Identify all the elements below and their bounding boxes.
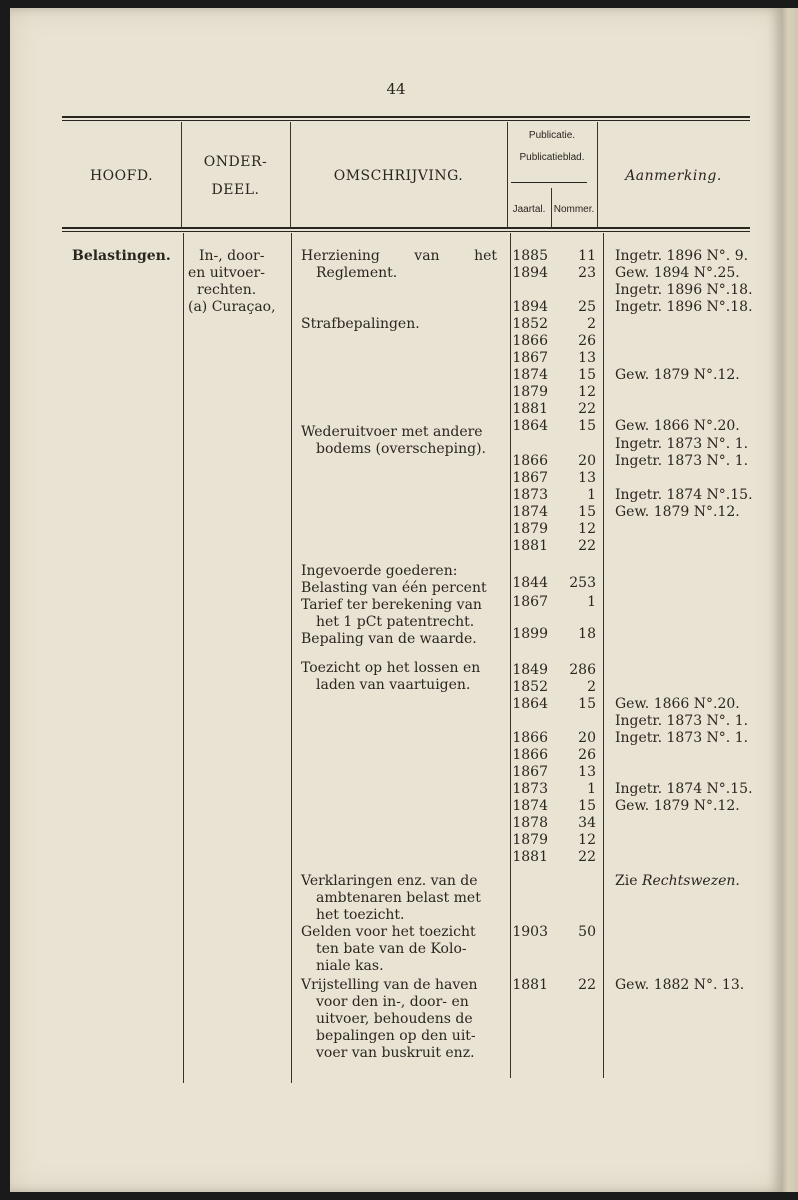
top-rule [62, 116, 750, 118]
onderdeel-line: rechten. [197, 282, 257, 298]
jaartal-cell: 1879 [512, 521, 548, 537]
jaartal-cell: 1881 [512, 977, 548, 993]
aanmerking-cell [615, 487, 753, 504]
aanmerking-cell [615, 730, 748, 747]
col-divider [291, 233, 292, 1083]
nommer-cell: 11 [578, 248, 596, 264]
aanmerking-cell [615, 418, 740, 435]
header-onderdeel-1: ONDER- [203, 154, 268, 170]
aanmerking-text: Ingetr. 1873 N°. 1. [615, 713, 749, 729]
header-omschrijving: OMSCHRIJVING. [333, 168, 464, 184]
nommer-cell: 25 [578, 299, 596, 315]
aanmerking-cell [615, 248, 748, 265]
jaartal-cell: 1879 [512, 832, 548, 848]
jaartal-cell: 1878 [512, 815, 548, 831]
aanmerking-cell [615, 436, 748, 453]
nommer-cell: 12 [578, 521, 596, 537]
aanmerking-text: Gew. 1882 N°. 13. [615, 977, 745, 993]
description-line: Verklaringen enz. van de [301, 873, 478, 889]
aanmerking-text: Gew. 1879 N°.12. [615, 367, 740, 383]
nommer-cell: 1 [587, 487, 596, 503]
nommer-cell: 26 [578, 333, 596, 349]
nommer-cell: 22 [578, 977, 596, 993]
aanmerking-cell [615, 282, 753, 299]
nommer-cell: 13 [578, 764, 596, 780]
header-onderdeel-2: DEEL. [211, 182, 260, 198]
aanmerking-text: Ingetr. 1896 N°. 9. [615, 248, 749, 264]
jaartal-cell: 1844 [512, 575, 548, 591]
aanmerking-text: Gew. 1879 N°.12. [615, 798, 740, 814]
nommer-cell: 20 [578, 453, 596, 469]
aanmerking-text: Ingetr. 1873 N°. 1. [615, 730, 749, 746]
aanmerking-cell [615, 367, 740, 384]
header-publicatieblad: Publicatieblad. [519, 152, 585, 163]
aanmerking-cell [615, 453, 748, 470]
jaartal-cell: 1899 [512, 626, 548, 642]
onderdeel-line: In-, door- [199, 248, 265, 264]
nommer-cell: 22 [578, 401, 596, 417]
aanmerking-text: Ingetr. 1873 N°. 1. [615, 453, 749, 469]
aanmerking-text: Ingetr. 1874 N°.15. [615, 487, 753, 503]
jaartal-cell: 1866 [512, 747, 548, 763]
description-line: Gelden voor het toezicht [301, 924, 476, 940]
jaartal-cell: 1852 [512, 679, 548, 695]
nommer-cell: 15 [578, 696, 596, 712]
aanmerking-cell [615, 299, 753, 316]
jaartal-cell: 1894 [512, 265, 548, 281]
description-line: het 1 pCt patentrecht. [316, 614, 475, 630]
nommer-cell: 13 [578, 470, 596, 486]
aanmerking-italic-text: Rechtswezen. [637, 873, 740, 889]
aanmerking-cell [615, 696, 740, 713]
description-line: Vrijstelling van de haven [301, 977, 478, 993]
jaartal-cell: 1873 [512, 487, 548, 503]
nommer-cell: 1 [587, 781, 596, 797]
jaartal-cell: 1864 [512, 696, 548, 712]
description-line: Tarief ter berekening van [301, 597, 482, 613]
header-nommer: Nommer. [553, 204, 595, 215]
nommer-cell: 15 [578, 367, 596, 383]
aanmerking-text: Ingetr. 1874 N°.15. [615, 781, 753, 797]
hoofd-value: Belastingen. [72, 248, 171, 264]
jaartal-cell: 1874 [512, 367, 548, 383]
col-divider [603, 233, 604, 1078]
aanmerking-text: Gew. 1894 N°.25. [615, 265, 740, 281]
nommer-cell: 12 [578, 832, 596, 848]
jaartal-cell: 1903 [512, 924, 548, 940]
nommer-cell: 2 [587, 316, 596, 332]
jaartal-cell: 1874 [512, 504, 548, 520]
description-line: het toezicht. [316, 907, 405, 923]
nommer-cell: 22 [578, 538, 596, 554]
nommer-cell: 20 [578, 730, 596, 746]
aanmerking-text: Gew. 1879 N°.12. [615, 504, 740, 520]
nommer-cell: 23 [578, 265, 596, 281]
aanmerking-text: Ingetr. 1873 N°. 1. [615, 436, 749, 452]
nommer-cell: 253 [569, 575, 596, 591]
description-line: bepalingen op den uit- [316, 1028, 476, 1044]
description-line: bodems (overscheping). [316, 441, 486, 457]
jaartal-cell: 1866 [512, 453, 548, 469]
aanmerking-cell [615, 781, 753, 798]
aanmerking-text: Gew. 1866 N°.20. [615, 696, 740, 712]
nommer-cell: 15 [578, 418, 596, 434]
description-line: Reglement. [316, 265, 398, 281]
description-line: Herziening van het [301, 248, 497, 264]
header-rule-thin [62, 231, 750, 232]
description-line: laden van vaartuigen. [316, 677, 471, 693]
description-line: niale kas. [316, 958, 384, 974]
jaartal-cell: 1864 [512, 418, 548, 434]
jaartal-cell: 1879 [512, 384, 548, 400]
nommer-cell: 286 [569, 662, 596, 678]
col-divider [183, 233, 184, 1083]
top-rule-thin [62, 120, 750, 121]
aanmerking-cell [615, 713, 748, 730]
aanmerking-cell [615, 265, 740, 282]
nommer-cell: 12 [578, 384, 596, 400]
header-publicatie: Publicatie. [528, 130, 576, 141]
onderdeel-line: en uitvoer- [188, 265, 265, 281]
nommer-cell: 50 [578, 924, 596, 940]
jaartal-cell: 1866 [512, 730, 548, 746]
header-jaartal: Jaartal. [512, 204, 546, 215]
description-line: voor den in-, door- en [316, 994, 469, 1010]
jaartal-cell: 1873 [512, 781, 548, 797]
header-mini-rule [511, 182, 587, 183]
nommer-cell: 2 [587, 679, 596, 695]
header-aanmerking: Aanmerking. [625, 168, 722, 184]
jaartal-cell: 1881 [512, 849, 548, 865]
page-number: 44 [386, 80, 406, 98]
aanmerking-text: Zie [615, 873, 638, 889]
nommer-cell: 26 [578, 747, 596, 763]
onderdeel-line: (a) Curaçao, [188, 299, 276, 315]
nommer-cell: 22 [578, 849, 596, 865]
jaartal-cell: 1894 [512, 299, 548, 315]
header-rule [62, 227, 750, 229]
jaartal-cell: 1866 [512, 333, 548, 349]
description-line: voer van buskruit enz. [316, 1045, 475, 1061]
description-line: ambtenaren belast met [316, 890, 481, 906]
jaartal-cell: 1885 [512, 248, 548, 264]
aanmerking-cell [615, 873, 740, 890]
description-line: uitvoer, behoudens de [316, 1011, 473, 1027]
nommer-cell: 18 [578, 626, 596, 642]
aanmerking-text: Gew. 1866 N°.20. [615, 418, 740, 434]
jaartal-cell: 1852 [512, 316, 548, 332]
header-hoofd: HOOFD. [89, 168, 154, 184]
jaartal-cell: 1881 [512, 538, 548, 554]
jaartal-cell: 1849 [512, 662, 548, 678]
nommer-cell: 15 [578, 504, 596, 520]
nommer-cell: 1 [587, 594, 596, 610]
jaartal-cell: 1867 [512, 350, 548, 366]
description-line: Bepaling van de waarde. [301, 631, 477, 647]
description-line: Belasting van één percent [301, 580, 487, 596]
jaartal-cell: 1867 [512, 470, 548, 486]
aanmerking-cell [615, 504, 740, 521]
aanmerking-cell [615, 798, 740, 815]
aanmerking-cell [615, 977, 744, 994]
description-line: Wederuitvoer met andere [301, 424, 483, 440]
jaartal-cell: 1867 [512, 594, 548, 610]
nommer-cell: 34 [578, 815, 596, 831]
aanmerking-text: Ingetr. 1896 N°.18. [615, 282, 753, 298]
description-line: Toezicht op het lossen en [301, 660, 481, 676]
nommer-cell: 13 [578, 350, 596, 366]
nommer-cell: 15 [578, 798, 596, 814]
page-edge [782, 8, 798, 1192]
col-divider [181, 122, 182, 228]
jaartal-cell: 1874 [512, 798, 548, 814]
jaartal-cell: 1867 [512, 764, 548, 780]
description-line: Ingevoerde goederen: [301, 563, 458, 579]
description-line: Strafbepalingen. [301, 316, 420, 332]
description-line: ten bate van de Kolo- [316, 941, 467, 957]
jaartal-cell: 1881 [512, 401, 548, 417]
aanmerking-text: Ingetr. 1896 N°.18. [615, 299, 753, 315]
